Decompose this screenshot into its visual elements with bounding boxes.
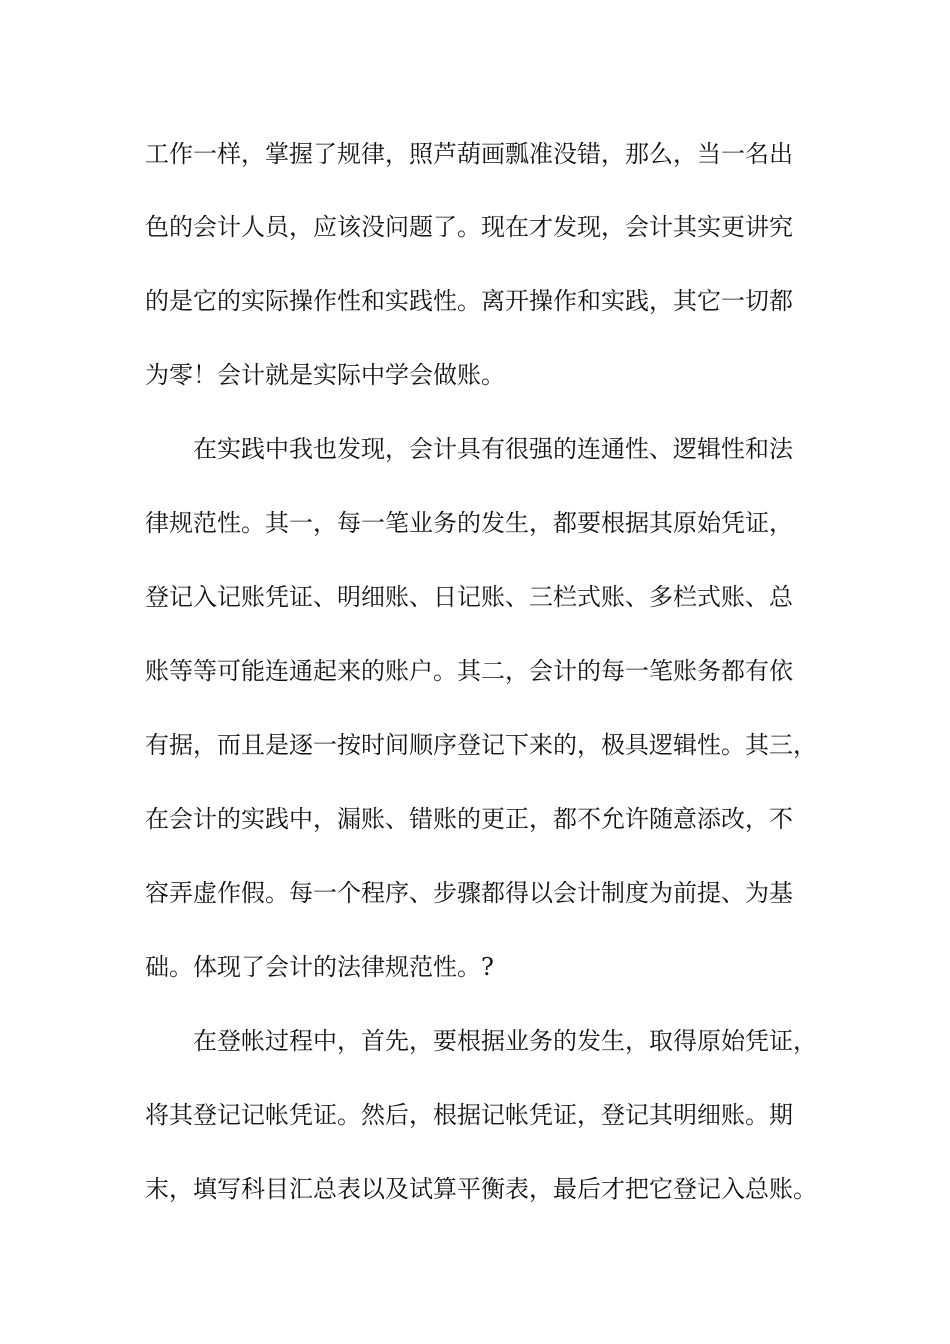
text-line-12: 础。体现了会计的法律规范性。? <box>145 953 494 981</box>
text-line-7: 登记入记账凭证、明细账、日记账、三栏式账、多栏式账、总 <box>145 583 793 611</box>
text-line-15: 末，填写科目汇总表以及试算平衡表，最后才把它登记入总账。 <box>145 1175 817 1203</box>
text-line-10: 在会计的实践中，漏账、错账的更正，都不允许随意添改，不 <box>145 805 793 833</box>
text-line-11: 容弄虚作假。每一个程序、步骤都得以会计制度为前提、为基 <box>145 879 793 907</box>
text-line-9: 有据，而且是逐一按时间顺序登记下来的，极具逻辑性。其三， <box>145 731 817 759</box>
text-line-2: 色的会计人员，应该没问题了。现在才发现，会计其实更讲究 <box>145 213 793 241</box>
text-line-8: 账等等可能连通起来的账户。其二，会计的每一笔账务都有依 <box>145 657 793 685</box>
text-line-1: 工作一样，掌握了规律，照芦葫画瓢准没错，那么，当一名出 <box>145 140 793 168</box>
text-line-3: 的是它的实际操作性和实践性。离开操作和实践，其它一切都 <box>145 287 793 315</box>
paragraph-3-line-1: 在登帐过程中，首先，要根据业务的发生，取得原始凭证， <box>193 1027 817 1055</box>
text-line-14: 将其登记记帐凭证。然后，根据记帐凭证，登记其明细账。期 <box>145 1101 793 1129</box>
text-line-6: 律规范性。其一，每一笔业务的发生，都要根据其原始凭证， <box>145 509 793 537</box>
text-line-4: 为零！会计就是实际中学会做账。 <box>145 361 505 389</box>
paragraph-2-line-1: 在实践中我也发现，会计具有很强的连通性、逻辑性和法 <box>193 435 793 463</box>
